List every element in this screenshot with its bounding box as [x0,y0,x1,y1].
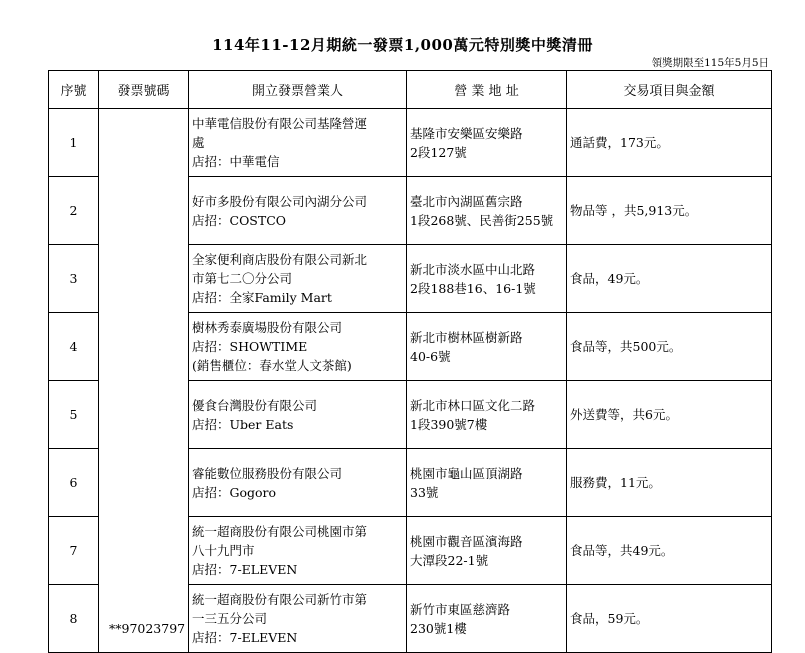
issuer-cell [189,449,407,517]
address-line: 新北市林口區文化二路 [410,397,536,413]
issuer-line: 優食台灣股份有限公司 [192,397,318,413]
issuer-line: 市第七二〇分公司 [192,271,293,286]
address-line: 新北市樹林區樹新路 [410,329,523,345]
items-cell: 通話費，173元。 [567,109,772,177]
seq-cell: 1 [49,109,99,177]
seq-cell: 6 [49,449,99,517]
address-line: 桃園市觀音區濱海路 [410,533,523,549]
issuer-line: 店招：7-ELEVEN [192,630,298,645]
header-invoice: 發票號碼 [99,71,189,109]
invoice-number-cell: **97023797 [99,109,189,653]
seq-cell: 4 [49,313,99,381]
address-line: 新北市淡水區中山北路 [410,261,536,277]
items-cell: 食品，49元。 [567,245,772,313]
issuer-line: 統一超商股份有限公司桃園市第 [192,524,368,539]
issuer-line: 一三五分公司 [192,611,268,626]
header-address: 營 業 地 址 [407,71,567,109]
table-header-row [49,71,772,109]
issuer-cell [189,585,407,653]
issuer-line: 睿能數位服務股份有限公司 [192,465,343,481]
issuer-line: 統一超商股份有限公司新竹市第 [192,592,368,607]
seq-cell: 5 [49,381,99,449]
claim-deadline: 領獎期限至115年5月5日 [651,57,769,69]
issuer-line: 八十九門市 [192,543,255,558]
items-cell: 服務費，11元。 [567,449,772,517]
address-line: 2段127號 [410,144,467,160]
issuer-line: 店招：SHOWTIME [192,339,308,354]
issuer-line: 店招：Gogoro [192,484,277,500]
items-cell: 食品等，共49元。 [567,517,772,585]
seq-cell: 8 [49,585,99,653]
items-cell: 物品等 ，共5,913元。 [567,177,772,245]
items-cell: 食品等，共500元。 [567,313,772,381]
address-cell [407,381,567,449]
address-cell [407,449,567,517]
issuer-cell [189,245,407,313]
issuer-line: 樹林秀泰廣場股份有限公司 [192,320,343,335]
issuer-cell [189,517,407,585]
issuer-line: 店招：COSTCO [192,212,287,228]
address-line: 大潭段22-1號 [410,552,489,568]
address-cell [407,585,567,653]
items-cell: 外送費等，共6元。 [567,381,772,449]
address-cell [407,177,567,245]
issuer-line: 店招：7-ELEVEN [192,562,298,577]
address-line: 新竹市東區慈濟路 [410,601,511,617]
items-cell: 食品，59元。 [567,585,772,653]
address-line: 桃園市龜山區頂湖路 [410,465,523,481]
address-cell [407,245,567,313]
issuer-line: 全家便利商店股份有限公司新北 [192,252,368,267]
address-line: 臺北市內湖區舊宗路 [410,193,523,209]
seq-cell: 2 [49,177,99,245]
issuer-line: 處 [192,135,205,150]
address-line: 1段268號、民善街255號 [410,212,554,228]
issuer-line: 店招：中華電信 [192,154,280,169]
address-line: 2段188巷16、16-1號 [410,280,536,296]
winners-table [48,70,772,653]
issuer-line: 好市多股份有限公司內湖分公司 [192,193,368,209]
seq-cell: 3 [49,245,99,313]
address-line: 230號1樓 [410,620,467,636]
issuer-line: 店招：全家Family Mart [192,290,332,305]
header-seq: 序號 [49,71,99,109]
address-line: 基隆市安樂區安樂路 [410,125,523,141]
address-cell [407,517,567,585]
issuer-cell [189,381,407,449]
issuer-line: 店招：Uber Eats [192,416,294,432]
issuer-cell [189,177,407,245]
header-issuer: 開立發票營業人 [189,71,407,109]
seq-cell: 7 [49,517,99,585]
address-line: 1段390號7樓 [410,416,488,432]
issuer-cell [189,313,407,381]
address-cell [407,109,567,177]
issuer-cell [189,109,407,177]
page-title: 114年11-12月期統一發票1,000萬元特別獎中獎清冊 [212,36,593,54]
header-items: 交易項目與金額 [567,71,772,109]
address-cell [407,313,567,381]
issuer-line: (銷售櫃位：春水堂人文茶館) [192,358,352,373]
issuer-line: 中華電信股份有限公司基隆營運 [192,116,368,131]
table-row [49,109,772,177]
address-line: 40-6號 [410,348,451,364]
address-line: 33號 [410,484,439,500]
